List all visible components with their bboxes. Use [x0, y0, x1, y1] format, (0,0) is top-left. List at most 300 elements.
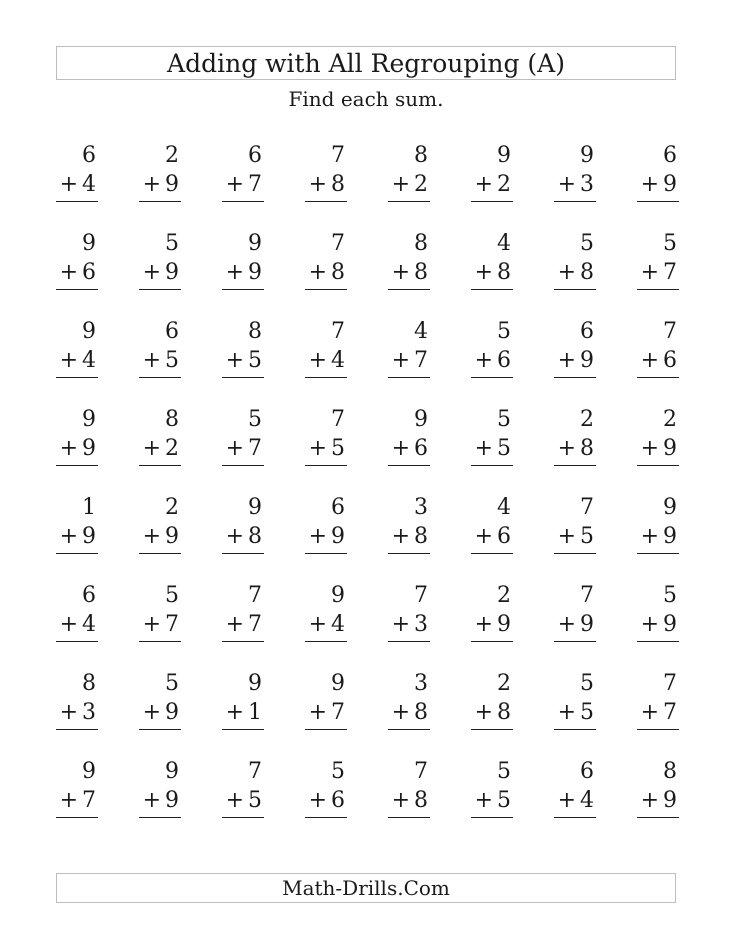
addend-bottom-row	[143, 347, 179, 375]
addition-problem	[56, 758, 98, 846]
addition-problem	[471, 406, 513, 494]
addition-problem	[305, 318, 347, 406]
addition-problem	[139, 670, 181, 758]
plus-sign: +	[557, 700, 576, 725]
answer-line	[637, 729, 679, 730]
addend-bottom: 4	[580, 788, 594, 813]
plus-sign: +	[59, 172, 78, 197]
addend-bottom-row	[226, 611, 262, 639]
answer-line	[139, 641, 181, 642]
addend-bottom: 9	[82, 436, 96, 461]
addition-problem	[471, 582, 513, 670]
addition-problem	[222, 406, 264, 494]
addend-top: 9	[497, 143, 511, 168]
addend-top: 8	[165, 407, 179, 432]
addend-bottom: 3	[82, 700, 96, 725]
answer-line	[471, 641, 513, 642]
plus-sign: +	[474, 436, 493, 461]
addend-top: 5	[248, 407, 262, 432]
plus-sign: +	[391, 524, 410, 549]
addend-bottom-row	[226, 347, 262, 375]
addend-bottom-row	[226, 171, 262, 199]
addend-bottom: 5	[497, 788, 511, 813]
addend-bottom: 9	[165, 524, 179, 549]
addend-bottom-row	[392, 787, 428, 815]
answer-line	[388, 729, 430, 730]
addition-problem	[139, 758, 181, 846]
addend-bottom: 7	[663, 260, 677, 285]
addend-bottom: 7	[414, 348, 428, 373]
addend-top: 4	[414, 319, 428, 344]
addend-bottom-row	[641, 699, 677, 727]
addend-top: 7	[331, 143, 345, 168]
answer-line	[56, 201, 98, 202]
addend-bottom-row	[475, 787, 511, 815]
plus-sign: +	[142, 612, 161, 637]
addend-bottom-row	[60, 435, 96, 463]
addition-problem	[139, 406, 181, 494]
addend-top: 9	[248, 495, 262, 520]
addend-bottom-row	[558, 787, 594, 815]
answer-line	[388, 553, 430, 554]
answer-line	[554, 465, 596, 466]
addend-bottom: 1	[248, 700, 262, 725]
plus-sign: +	[308, 612, 327, 637]
answer-line	[56, 377, 98, 378]
addend-bottom-row	[392, 699, 428, 727]
addend-bottom: 9	[580, 612, 594, 637]
addend-bottom: 7	[331, 700, 345, 725]
plus-sign: +	[391, 612, 410, 637]
plus-sign: +	[59, 700, 78, 725]
addend-bottom: 6	[331, 788, 345, 813]
addend-bottom-row	[475, 523, 511, 551]
answer-line	[554, 729, 596, 730]
addend-top: 9	[331, 583, 345, 608]
addition-problem	[305, 670, 347, 758]
addend-bottom-row	[558, 347, 594, 375]
addition-problem	[222, 230, 264, 318]
addend-top: 6	[580, 319, 594, 344]
addition-problem	[56, 494, 98, 582]
addend-top: 6	[331, 495, 345, 520]
addend-top: 9	[414, 407, 428, 432]
addend-bottom: 5	[331, 436, 345, 461]
addend-bottom: 6	[663, 348, 677, 373]
addend-bottom-row	[143, 699, 179, 727]
plus-sign: +	[640, 348, 659, 373]
plus-sign: +	[142, 260, 161, 285]
addend-top: 7	[414, 583, 428, 608]
addend-bottom-row	[392, 347, 428, 375]
addition-problem	[56, 582, 98, 670]
addition-problem	[388, 318, 430, 406]
addend-bottom: 6	[414, 436, 428, 461]
addend-bottom: 7	[248, 612, 262, 637]
addend-top: 9	[248, 231, 262, 256]
plus-sign: +	[308, 524, 327, 549]
addend-top: 7	[414, 759, 428, 784]
addend-bottom-row	[641, 787, 677, 815]
addend-bottom: 4	[331, 612, 345, 637]
plus-sign: +	[225, 172, 244, 197]
plus-sign: +	[640, 436, 659, 461]
addend-bottom-row	[60, 347, 96, 375]
answer-line	[305, 377, 347, 378]
addend-top: 7	[248, 759, 262, 784]
addend-bottom: 9	[663, 436, 677, 461]
addend-top: 2	[497, 671, 511, 696]
plus-sign: +	[391, 172, 410, 197]
addend-top: 5	[497, 319, 511, 344]
answer-line	[222, 201, 264, 202]
addend-bottom-row	[558, 171, 594, 199]
addend-bottom: 5	[248, 348, 262, 373]
addend-bottom: 3	[580, 172, 594, 197]
addend-bottom: 4	[82, 172, 96, 197]
addend-bottom-row	[641, 611, 677, 639]
answer-line	[222, 377, 264, 378]
addend-top: 8	[663, 759, 677, 784]
addition-problem	[471, 142, 513, 230]
addend-top: 3	[414, 671, 428, 696]
addend-top: 2	[165, 495, 179, 520]
addend-bottom: 7	[248, 436, 262, 461]
addition-problem	[305, 494, 347, 582]
answer-line	[139, 377, 181, 378]
answer-line	[554, 201, 596, 202]
addend-bottom: 8	[414, 700, 428, 725]
plus-sign: +	[557, 524, 576, 549]
plus-sign: +	[640, 788, 659, 813]
answer-line	[305, 553, 347, 554]
addition-problem	[305, 758, 347, 846]
answer-line	[139, 553, 181, 554]
addend-bottom-row	[475, 347, 511, 375]
addend-bottom: 8	[414, 788, 428, 813]
plus-sign: +	[474, 612, 493, 637]
plus-sign: +	[557, 348, 576, 373]
addend-top: 6	[82, 583, 96, 608]
addend-bottom-row	[641, 347, 677, 375]
plus-sign: +	[308, 788, 327, 813]
plus-sign: +	[391, 788, 410, 813]
plus-sign: +	[225, 700, 244, 725]
addend-bottom-row	[641, 171, 677, 199]
addition-problem	[305, 582, 347, 670]
addend-top: 5	[331, 759, 345, 784]
answer-line	[305, 817, 347, 818]
plus-sign: +	[59, 788, 78, 813]
addend-bottom: 9	[497, 612, 511, 637]
answer-line	[388, 377, 430, 378]
addend-bottom-row	[475, 699, 511, 727]
addend-bottom-row	[641, 259, 677, 287]
addend-top: 9	[580, 143, 594, 168]
plus-sign: +	[391, 700, 410, 725]
addend-bottom: 8	[331, 260, 345, 285]
addend-bottom: 2	[497, 172, 511, 197]
addition-problem	[305, 230, 347, 318]
addition-problem	[471, 318, 513, 406]
addend-bottom-row	[309, 259, 345, 287]
addition-problem	[554, 758, 596, 846]
addend-top: 8	[82, 671, 96, 696]
plus-sign: +	[225, 612, 244, 637]
addend-bottom: 5	[497, 436, 511, 461]
plus-sign: +	[640, 524, 659, 549]
answer-line	[471, 553, 513, 554]
answer-line	[56, 553, 98, 554]
addition-problem	[222, 758, 264, 846]
addend-bottom-row	[392, 259, 428, 287]
addend-bottom-row	[60, 523, 96, 551]
addend-bottom-row	[392, 171, 428, 199]
answer-line	[222, 729, 264, 730]
addend-top: 2	[497, 583, 511, 608]
addition-problem	[388, 142, 430, 230]
answer-line	[139, 289, 181, 290]
addition-problem	[56, 142, 98, 230]
plus-sign: +	[308, 700, 327, 725]
answer-line	[305, 465, 347, 466]
plus-sign: +	[142, 172, 161, 197]
answer-line	[305, 201, 347, 202]
answer-line	[637, 377, 679, 378]
plus-sign: +	[391, 348, 410, 373]
addend-top: 5	[663, 231, 677, 256]
addition-problem	[554, 142, 596, 230]
addend-top: 7	[663, 319, 677, 344]
addition-problem	[388, 670, 430, 758]
plus-sign: +	[391, 260, 410, 285]
plus-sign: +	[142, 436, 161, 461]
answer-line	[554, 289, 596, 290]
addend-bottom: 8	[414, 524, 428, 549]
addition-problem	[554, 406, 596, 494]
addend-bottom: 6	[497, 348, 511, 373]
addend-bottom-row	[392, 611, 428, 639]
plus-sign: +	[225, 436, 244, 461]
addend-top: 7	[331, 319, 345, 344]
addend-bottom: 5	[165, 348, 179, 373]
addend-bottom-row	[309, 611, 345, 639]
addition-problem	[388, 230, 430, 318]
addend-top: 9	[82, 759, 96, 784]
answer-line	[471, 817, 513, 818]
addition-problem	[637, 318, 679, 406]
addend-bottom: 8	[331, 172, 345, 197]
answer-line	[56, 817, 98, 818]
addend-top: 6	[82, 143, 96, 168]
addition-problem	[471, 758, 513, 846]
plus-sign: +	[474, 348, 493, 373]
addend-top: 9	[165, 759, 179, 784]
addend-bottom-row	[558, 259, 594, 287]
addend-top: 5	[580, 231, 594, 256]
answer-line	[305, 729, 347, 730]
addend-top: 5	[497, 759, 511, 784]
plus-sign: +	[557, 612, 576, 637]
addend-top: 9	[82, 407, 96, 432]
addend-bottom-row	[143, 171, 179, 199]
addition-problem	[388, 582, 430, 670]
addend-top: 5	[580, 671, 594, 696]
addend-bottom-row	[60, 259, 96, 287]
addend-bottom: 8	[580, 260, 594, 285]
answer-line	[56, 289, 98, 290]
addend-bottom-row	[475, 435, 511, 463]
addend-top: 9	[331, 671, 345, 696]
addition-problem	[139, 318, 181, 406]
addend-bottom-row	[226, 435, 262, 463]
addend-bottom-row	[309, 523, 345, 551]
plus-sign: +	[142, 788, 161, 813]
answer-line	[471, 729, 513, 730]
addend-bottom-row	[226, 699, 262, 727]
addition-problem	[637, 142, 679, 230]
addend-bottom-row	[309, 435, 345, 463]
addend-top: 3	[414, 495, 428, 520]
answer-line	[305, 289, 347, 290]
answer-line	[554, 377, 596, 378]
addend-bottom: 5	[580, 700, 594, 725]
addend-top: 7	[663, 671, 677, 696]
addend-bottom: 4	[82, 612, 96, 637]
addend-top: 1	[82, 495, 96, 520]
addend-bottom-row	[309, 171, 345, 199]
addend-bottom-row	[558, 523, 594, 551]
addend-bottom: 8	[580, 436, 594, 461]
plus-sign: +	[474, 524, 493, 549]
addend-bottom: 6	[497, 524, 511, 549]
addend-top: 9	[82, 319, 96, 344]
answer-line	[56, 729, 98, 730]
plus-sign: +	[59, 436, 78, 461]
addend-top: 4	[497, 231, 511, 256]
addition-problem	[637, 670, 679, 758]
plus-sign: +	[640, 260, 659, 285]
addition-problem	[139, 142, 181, 230]
addend-bottom-row	[226, 259, 262, 287]
answer-line	[139, 465, 181, 466]
addition-problem	[305, 142, 347, 230]
addend-bottom: 9	[331, 524, 345, 549]
addend-top: 7	[580, 583, 594, 608]
addend-bottom: 9	[580, 348, 594, 373]
answer-line	[471, 201, 513, 202]
answer-line	[388, 641, 430, 642]
answer-line	[56, 641, 98, 642]
addend-bottom: 7	[165, 612, 179, 637]
worksheet-title: Adding with All Regrouping (A)	[56, 46, 676, 80]
addition-problem	[222, 318, 264, 406]
addend-top: 5	[165, 231, 179, 256]
addition-problem	[388, 406, 430, 494]
addend-bottom-row	[558, 611, 594, 639]
addend-bottom-row	[475, 171, 511, 199]
addend-bottom-row	[309, 699, 345, 727]
answer-line	[637, 201, 679, 202]
addend-top: 5	[165, 671, 179, 696]
answer-line	[637, 553, 679, 554]
addend-bottom-row	[392, 435, 428, 463]
addend-bottom-row	[475, 611, 511, 639]
addition-problem	[56, 318, 98, 406]
answer-line	[554, 553, 596, 554]
answer-line	[637, 817, 679, 818]
addend-top: 7	[580, 495, 594, 520]
addition-problem	[222, 670, 264, 758]
plus-sign: +	[142, 348, 161, 373]
addend-bottom: 9	[165, 700, 179, 725]
addend-bottom-row	[558, 435, 594, 463]
plus-sign: +	[308, 260, 327, 285]
answer-line	[222, 641, 264, 642]
plus-sign: +	[59, 524, 78, 549]
addition-problem	[56, 670, 98, 758]
plus-sign: +	[557, 172, 576, 197]
plus-sign: +	[59, 260, 78, 285]
answer-line	[139, 817, 181, 818]
worksheet-footer: Math-Drills.Com	[56, 873, 676, 903]
addend-bottom: 8	[248, 524, 262, 549]
addend-bottom: 6	[82, 260, 96, 285]
addition-problem	[222, 582, 264, 670]
plus-sign: +	[225, 788, 244, 813]
plus-sign: +	[142, 700, 161, 725]
answer-line	[388, 289, 430, 290]
addend-bottom-row	[60, 699, 96, 727]
addition-problem	[554, 230, 596, 318]
answer-line	[222, 289, 264, 290]
answer-line	[637, 465, 679, 466]
addend-bottom: 9	[248, 260, 262, 285]
plus-sign: +	[225, 524, 244, 549]
plus-sign: +	[640, 612, 659, 637]
addend-bottom-row	[143, 435, 179, 463]
addend-bottom: 9	[663, 172, 677, 197]
addend-bottom: 5	[580, 524, 594, 549]
addend-bottom: 9	[663, 524, 677, 549]
addition-problem	[554, 318, 596, 406]
plus-sign: +	[225, 348, 244, 373]
addition-problem	[637, 758, 679, 846]
addition-problem	[222, 494, 264, 582]
addend-bottom-row	[309, 787, 345, 815]
plus-sign: +	[557, 788, 576, 813]
answer-line	[471, 289, 513, 290]
addend-bottom: 7	[663, 700, 677, 725]
addend-top: 8	[248, 319, 262, 344]
addition-problem	[471, 494, 513, 582]
plus-sign: +	[225, 260, 244, 285]
plus-sign: +	[308, 348, 327, 373]
addition-problem	[222, 142, 264, 230]
plus-sign: +	[474, 260, 493, 285]
problem-grid	[56, 142, 676, 846]
addition-problem	[388, 758, 430, 846]
addend-bottom: 7	[248, 172, 262, 197]
addend-top: 7	[248, 583, 262, 608]
plus-sign: +	[391, 436, 410, 461]
addend-bottom: 8	[414, 260, 428, 285]
addend-top: 9	[82, 231, 96, 256]
worksheet-instructions: Find each sum.	[288, 87, 444, 111]
addend-top: 9	[248, 671, 262, 696]
addend-top: 6	[663, 143, 677, 168]
addend-bottom: 4	[331, 348, 345, 373]
